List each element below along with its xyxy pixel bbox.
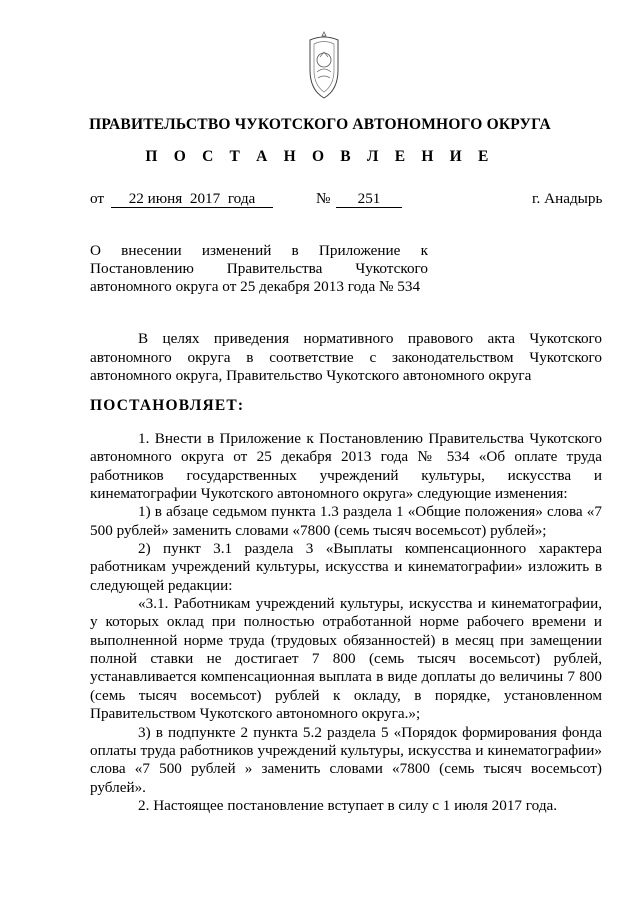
date-prefix: от bbox=[90, 190, 105, 207]
government-title: ПРАВИТЕЛЬСТВО ЧУКОТСКОГО АВТОНОМНОГО ОКРУГА bbox=[89, 116, 551, 133]
paragraph-subitem-1: 1) в абзаце седьмом пункта 1.3 раздела 1 «Общие положения» слова «7 500 рублей» заменить словами «7800 (семь тысяч восемьсот) рублей»; bbox=[90, 503, 602, 539]
coat-of-arms-emblem-icon bbox=[304, 30, 344, 102]
paragraph-subitem-3: 3) в подпункте 2 пункта 5.2 раздела 5 «Порядок формирования фонда оплаты труда работников учреждений культуры, искусства и кинематографии» слова «7 500 рублей » заменить словами «7800 (семь тысяч восемьсот) рублей». bbox=[90, 723, 602, 796]
document-preamble: В целях приведения нормативного правового акта Чукотского автономного округа в соответствие с законодательством Чукотского автономного округа, Правительство Чукотского автономного округа bbox=[90, 330, 602, 384]
document-city: г. Анадырь bbox=[532, 190, 603, 207]
document-body bbox=[90, 430, 602, 815]
paragraph-subitem-2: 2) пункт 3.1 раздела 3 «Выплаты компенсационного характера работникам учреждений культуры, искусства и кинематографии» изложить в следующей редакции: bbox=[90, 540, 602, 594]
document-subject: О внесении изменений в Приложение к Постановлению Правительства Чукотского автономного округа от 25 декабря 2013 года № 534 bbox=[90, 242, 428, 295]
document-meta-line bbox=[0, 190, 640, 212]
document-number: 251 bbox=[336, 190, 402, 208]
paragraph-item-2: 2. Настоящее постановление вступает в силу с 1 июля 2017 года. bbox=[138, 796, 558, 814]
paragraph-item-1: 1. Внести в Приложение к Постановлению Правительства Чукотского автономного округа от 25 декабря 2013 года № 534 «Об оплате труда работников государственных учреждений культуры, искусства и кинематографии Чукотского автономного округа» следующие изменения: bbox=[90, 430, 602, 503]
decree-heading: ПОСТАНОВЛЯЕТ: bbox=[90, 397, 245, 414]
document-date: 22 июня 2017 года bbox=[111, 190, 273, 208]
number-sign: № bbox=[316, 190, 331, 207]
paragraph-quoted-text: «3.1. Работникам учреждений культуры, искусства и кинематографии, у которых оклад при полностью отработанной норме рабочего времени и выполненной норме труда (трудовых обязанностей) в месяц при замещении полной ставки не достигает 7 800 (семь тысяч восемьсот) рублей, устанавливается компенсационная выплата в виде доплаты до величины 7 800 (семь тысяч восемьсот) рублей к окладу, в порядке, установленном Правительством Чукотского автономного округа.»; bbox=[90, 595, 602, 723]
document-type-title: П О С Т А Н О В Л Е Н И Е bbox=[145, 148, 495, 165]
